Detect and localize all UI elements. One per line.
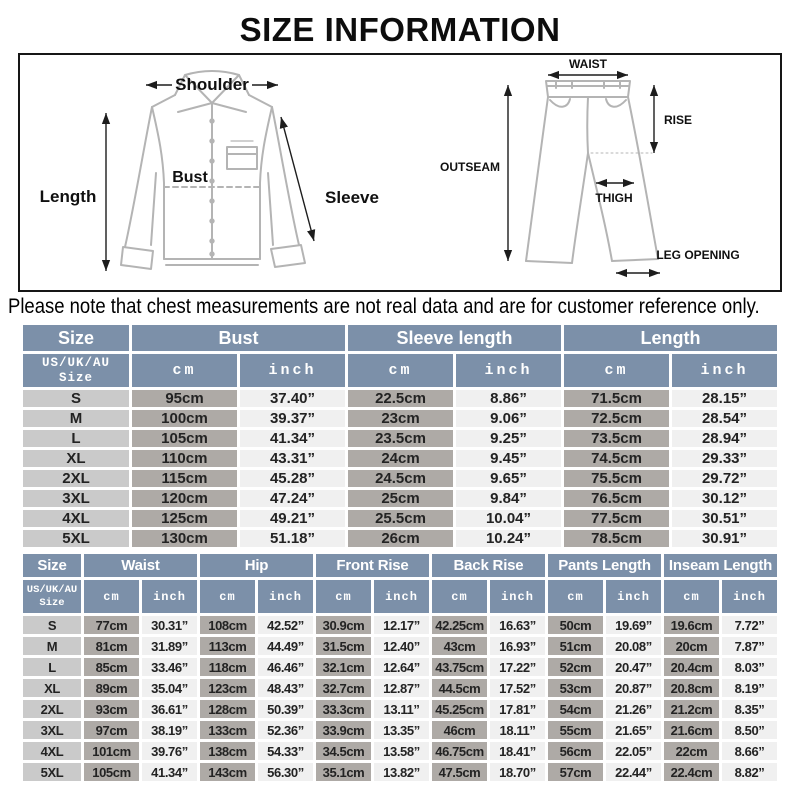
cm-value-cell: 78.5cm — [564, 530, 669, 547]
cm-value-cell: 44.5cm — [432, 679, 487, 697]
inch-value-cell: 9.45” — [456, 450, 561, 467]
inch-value-cell: 18.70” — [490, 763, 545, 781]
inch-value-cell: 16.93” — [490, 637, 545, 655]
cm-value-cell: 85cm — [84, 658, 139, 676]
inch-value-cell: 28.94” — [672, 430, 777, 447]
inch-value-cell: 8.03” — [722, 658, 777, 676]
shoulder-label: Shoulder — [175, 75, 249, 94]
inch-value-cell: 20.87” — [606, 679, 661, 697]
table-row — [23, 742, 777, 760]
table-row — [23, 390, 777, 407]
inch-value-cell: 12.87” — [374, 679, 429, 697]
measurement-diagrams — [18, 53, 782, 292]
cm-value-cell: 43.75cm — [432, 658, 487, 676]
size-cell: S — [23, 390, 129, 407]
table-row — [23, 700, 777, 718]
waist-label: WAIST — [569, 57, 607, 71]
inch-value-cell: 13.82” — [374, 763, 429, 781]
inch-unit-header: inch — [672, 354, 777, 387]
cm-unit-header: cm — [200, 580, 255, 613]
cm-value-cell: 133cm — [200, 721, 255, 739]
size-cell: 4XL — [23, 742, 81, 760]
cm-value-cell: 125cm — [132, 510, 237, 527]
table-row — [23, 721, 777, 739]
cm-value-cell: 53cm — [548, 679, 603, 697]
rise-label: RISE — [664, 113, 693, 127]
inch-value-cell: 38.19” — [142, 721, 197, 739]
inch-value-cell: 41.34” — [240, 430, 345, 447]
inch-value-cell: 29.33” — [672, 450, 777, 467]
thigh-label: THIGH — [595, 191, 633, 205]
cm-value-cell: 22.5cm — [348, 390, 453, 407]
size-cell: 3XL — [23, 721, 81, 739]
cm-value-cell: 93cm — [84, 700, 139, 718]
inch-value-cell: 30.12” — [672, 490, 777, 507]
inch-value-cell: 39.76” — [142, 742, 197, 760]
inch-value-cell: 41.34” — [142, 763, 197, 781]
inch-value-cell: 51.18” — [240, 530, 345, 547]
cm-value-cell: 45.25cm — [432, 700, 487, 718]
inch-value-cell: 28.15” — [672, 390, 777, 407]
inch-value-cell: 7.72” — [722, 616, 777, 634]
inch-value-cell: 50.39” — [258, 700, 313, 718]
group-header: Pants Length — [548, 554, 661, 577]
size-cell: 3XL — [23, 490, 129, 507]
cm-unit-header: cm — [432, 580, 487, 613]
inch-value-cell: 10.04” — [456, 510, 561, 527]
inch-value-cell: 30.51” — [672, 510, 777, 527]
cm-value-cell: 21.6cm — [664, 721, 719, 739]
inch-value-cell: 21.65” — [606, 721, 661, 739]
table-row — [23, 679, 777, 697]
inch-value-cell: 16.63” — [490, 616, 545, 634]
size-cell: 5XL — [23, 530, 129, 547]
table-row — [23, 410, 777, 427]
inch-value-cell: 17.22” — [490, 658, 545, 676]
group-header: Bust — [132, 325, 345, 351]
cm-value-cell: 22.4cm — [664, 763, 719, 781]
inch-value-cell: 10.24” — [456, 530, 561, 547]
inch-value-cell: 12.17” — [374, 616, 429, 634]
leg-opening-label: LEG OPENING — [656, 248, 740, 262]
table-row — [23, 763, 777, 781]
table-row — [23, 530, 777, 547]
cm-unit-header: cm — [548, 580, 603, 613]
cm-value-cell: 46.75cm — [432, 742, 487, 760]
cm-value-cell: 105cm — [84, 763, 139, 781]
inch-value-cell: 30.31” — [142, 616, 197, 634]
cm-value-cell: 47.5cm — [432, 763, 487, 781]
cm-value-cell: 71.5cm — [564, 390, 669, 407]
cm-value-cell: 105cm — [132, 430, 237, 447]
page-title: SIZE INFORMATION — [239, 11, 561, 48]
cm-value-cell: 46cm — [432, 721, 487, 739]
inch-value-cell: 30.91” — [672, 530, 777, 547]
group-header: Waist — [84, 554, 197, 577]
cm-value-cell: 25.5cm — [348, 510, 453, 527]
cm-value-cell: 56cm — [548, 742, 603, 760]
group-header: Size — [23, 325, 129, 351]
cm-value-cell: 51cm — [548, 637, 603, 655]
size-cell: 5XL — [23, 763, 81, 781]
cm-value-cell: 21.2cm — [664, 700, 719, 718]
cm-value-cell: 120cm — [132, 490, 237, 507]
cm-value-cell: 54cm — [548, 700, 603, 718]
cm-value-cell: 75.5cm — [564, 470, 669, 487]
cm-value-cell: 42.25cm — [432, 616, 487, 634]
pants-sketch — [526, 81, 658, 263]
inch-value-cell: 9.06” — [456, 410, 561, 427]
inch-value-cell: 8.82” — [722, 763, 777, 781]
reference-note — [0, 295, 800, 321]
inch-value-cell: 42.52” — [258, 616, 313, 634]
length-label: Length — [39, 187, 97, 206]
inch-value-cell: 9.65” — [456, 470, 561, 487]
inch-unit-header: inch — [722, 580, 777, 613]
cm-value-cell: 57cm — [548, 763, 603, 781]
size-cell: XL — [23, 450, 129, 467]
reference-note-text: Please note that chest measurements are not real data and are for customer reference only. — [8, 295, 760, 318]
cm-value-cell: 30.9cm — [316, 616, 371, 634]
cm-value-cell: 24.5cm — [348, 470, 453, 487]
cm-value-cell: 23.5cm — [348, 430, 453, 447]
inch-value-cell: 44.49” — [258, 637, 313, 655]
cm-value-cell: 31.5cm — [316, 637, 371, 655]
cm-value-cell: 26cm — [348, 530, 453, 547]
cm-value-cell: 76.5cm — [564, 490, 669, 507]
cm-value-cell: 77cm — [84, 616, 139, 634]
inch-value-cell: 21.26” — [606, 700, 661, 718]
inch-value-cell: 49.21” — [240, 510, 345, 527]
inch-unit-header: inch — [490, 580, 545, 613]
pants-diagram — [400, 55, 780, 286]
table-row — [23, 510, 777, 527]
cm-unit-header: cm — [84, 580, 139, 613]
cm-value-cell: 113cm — [200, 637, 255, 655]
inch-value-cell: 17.81” — [490, 700, 545, 718]
cm-value-cell: 50cm — [548, 616, 603, 634]
inch-value-cell: 13.58” — [374, 742, 429, 760]
inch-value-cell: 18.11” — [490, 721, 545, 739]
inch-value-cell: 36.61” — [142, 700, 197, 718]
inch-value-cell: 54.33” — [258, 742, 313, 760]
shirt-sketch — [121, 71, 305, 269]
cm-value-cell: 25cm — [348, 490, 453, 507]
inch-value-cell: 8.66” — [722, 742, 777, 760]
cm-value-cell: 19.6cm — [664, 616, 719, 634]
pants-size-table — [20, 551, 780, 784]
cm-value-cell: 110cm — [132, 450, 237, 467]
table-row — [23, 490, 777, 507]
inch-unit-header: inch — [258, 580, 313, 613]
table-row — [23, 658, 777, 676]
cm-value-cell: 101cm — [84, 742, 139, 760]
inch-value-cell: 8.50” — [722, 721, 777, 739]
table-row — [23, 470, 777, 487]
cm-value-cell: 118cm — [200, 658, 255, 676]
table-row — [23, 450, 777, 467]
group-header: Size — [23, 554, 81, 577]
group-header: Front Rise — [316, 554, 429, 577]
cm-value-cell: 43cm — [432, 637, 487, 655]
inch-value-cell: 43.31” — [240, 450, 345, 467]
cm-value-cell: 20cm — [664, 637, 719, 655]
inch-value-cell: 45.28” — [240, 470, 345, 487]
cm-value-cell: 20.8cm — [664, 679, 719, 697]
cm-value-cell: 24cm — [348, 450, 453, 467]
cm-value-cell: 74.5cm — [564, 450, 669, 467]
cm-unit-header: cm — [348, 354, 453, 387]
size-cell: S — [23, 616, 81, 634]
inch-value-cell: 52.36” — [258, 721, 313, 739]
cm-value-cell: 128cm — [200, 700, 255, 718]
cm-value-cell: 89cm — [84, 679, 139, 697]
size-cell: XL — [23, 679, 81, 697]
cm-unit-header: cm — [316, 580, 371, 613]
inch-value-cell: 9.25” — [456, 430, 561, 447]
shirt-diagram — [20, 55, 400, 286]
size-cell: L — [23, 658, 81, 676]
cm-value-cell: 77.5cm — [564, 510, 669, 527]
inch-value-cell: 33.46” — [142, 658, 197, 676]
outseam-label: OUTSEAM — [440, 160, 500, 174]
group-header: Length — [564, 325, 777, 351]
cm-value-cell: 143cm — [200, 763, 255, 781]
inch-value-cell: 12.64” — [374, 658, 429, 676]
shirt-size-table — [20, 322, 780, 550]
cm-unit-header: cm — [132, 354, 237, 387]
inch-value-cell: 56.30” — [258, 763, 313, 781]
inch-unit-header: inch — [606, 580, 661, 613]
size-cell: M — [23, 637, 81, 655]
inch-value-cell: 19.69” — [606, 616, 661, 634]
inch-value-cell: 46.46” — [258, 658, 313, 676]
size-standard-header: US/UK/AU Size — [23, 354, 129, 387]
table-row — [23, 637, 777, 655]
cm-value-cell: 138cm — [200, 742, 255, 760]
inch-value-cell: 8.19” — [722, 679, 777, 697]
inch-value-cell: 47.24” — [240, 490, 345, 507]
inch-value-cell: 8.35” — [722, 700, 777, 718]
cm-unit-header: cm — [564, 354, 669, 387]
sleeve-label: Sleeve — [325, 188, 379, 207]
cm-value-cell: 115cm — [132, 470, 237, 487]
inch-value-cell: 9.84” — [456, 490, 561, 507]
size-cell: M — [23, 410, 129, 427]
group-header: Sleeve length — [348, 325, 561, 351]
inch-value-cell: 39.37” — [240, 410, 345, 427]
cm-value-cell: 95cm — [132, 390, 237, 407]
inch-unit-header: inch — [142, 580, 197, 613]
group-header: Inseam Length — [664, 554, 777, 577]
inch-value-cell: 13.11” — [374, 700, 429, 718]
cm-value-cell: 34.5cm — [316, 742, 371, 760]
inch-value-cell: 12.40” — [374, 637, 429, 655]
cm-value-cell: 100cm — [132, 410, 237, 427]
cm-value-cell: 55cm — [548, 721, 603, 739]
cm-value-cell: 32.1cm — [316, 658, 371, 676]
inch-value-cell: 22.44” — [606, 763, 661, 781]
inch-value-cell: 20.47” — [606, 658, 661, 676]
inch-unit-header: inch — [240, 354, 345, 387]
inch-value-cell: 35.04” — [142, 679, 197, 697]
inch-value-cell: 13.35” — [374, 721, 429, 739]
cm-value-cell: 32.7cm — [316, 679, 371, 697]
cm-value-cell: 23cm — [348, 410, 453, 427]
cm-value-cell: 20.4cm — [664, 658, 719, 676]
size-cell: 4XL — [23, 510, 129, 527]
cm-value-cell: 33.9cm — [316, 721, 371, 739]
inch-value-cell: 18.41” — [490, 742, 545, 760]
inch-value-cell: 20.08” — [606, 637, 661, 655]
inch-value-cell: 37.40” — [240, 390, 345, 407]
cm-value-cell: 72.5cm — [564, 410, 669, 427]
group-header: Hip — [200, 554, 313, 577]
cm-value-cell: 35.1cm — [316, 763, 371, 781]
cm-value-cell: 33.3cm — [316, 700, 371, 718]
cm-value-cell: 130cm — [132, 530, 237, 547]
table-row — [23, 430, 777, 447]
group-header: Back Rise — [432, 554, 545, 577]
inch-value-cell: 28.54” — [672, 410, 777, 427]
inch-value-cell: 7.87” — [722, 637, 777, 655]
cm-value-cell: 52cm — [548, 658, 603, 676]
inch-value-cell: 48.43” — [258, 679, 313, 697]
cm-value-cell: 123cm — [200, 679, 255, 697]
cm-unit-header: cm — [664, 580, 719, 613]
table-row — [23, 616, 777, 634]
bust-label: Bust — [172, 169, 208, 186]
inch-value-cell: 29.72” — [672, 470, 777, 487]
inch-value-cell: 17.52” — [490, 679, 545, 697]
size-standard-header: US/UK/AU Size — [23, 580, 81, 613]
cm-value-cell: 22cm — [664, 742, 719, 760]
cm-value-cell: 97cm — [84, 721, 139, 739]
inch-value-cell: 22.05” — [606, 742, 661, 760]
size-cell: L — [23, 430, 129, 447]
inch-value-cell: 31.89” — [142, 637, 197, 655]
inch-unit-header: inch — [374, 580, 429, 613]
inch-value-cell: 8.86” — [456, 390, 561, 407]
cm-value-cell: 108cm — [200, 616, 255, 634]
cm-value-cell: 73.5cm — [564, 430, 669, 447]
inch-unit-header: inch — [456, 354, 561, 387]
cm-value-cell: 81cm — [84, 637, 139, 655]
size-cell: 2XL — [23, 470, 129, 487]
size-cell: 2XL — [23, 700, 81, 718]
